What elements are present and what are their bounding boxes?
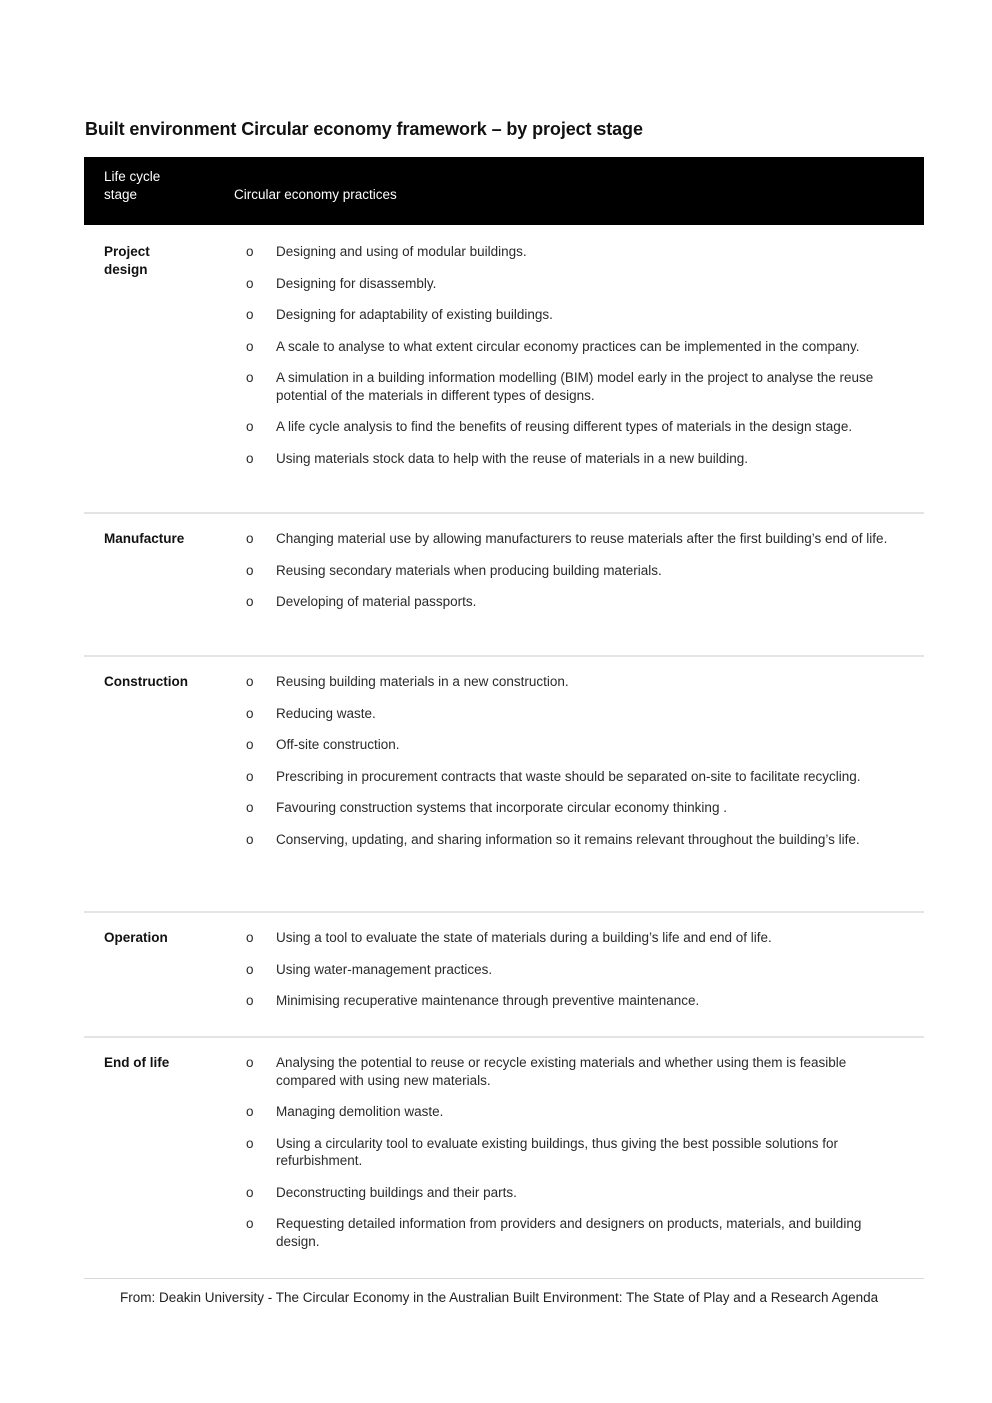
practice-list: [244, 530, 904, 625]
bullet-icon: o: [246, 338, 254, 354]
practice-item: o Developing of material passports.: [246, 594, 477, 609]
practice-item: o Managing demolition waste.: [246, 1104, 444, 1119]
header-practices-column: Circular economy practices: [234, 187, 397, 202]
bullet-icon: o: [246, 594, 254, 609]
bullet-icon: o: [246, 800, 254, 815]
practice-item: o Requesting detailed information from providers and designers on products, materials, and building design.: [246, 1216, 862, 1249]
practice-list: [244, 929, 904, 1024]
practice-item: o Deconstructing buildings and their parts.: [246, 1184, 517, 1200]
stage-label: Project design: [104, 244, 150, 277]
bullet-icon: o: [246, 1104, 254, 1119]
practice-item: o Minimising recuperative maintenance through preventive maintenance.: [246, 993, 700, 1008]
practice-list: [244, 1054, 904, 1264]
source-citation: From: Deakin University - The Circular Economy in the Australian Built Environment: The State of Play and a Research Agenda: [120, 1290, 879, 1305]
practice-item: o Using a circularity tool to evaluate existing buildings, thus giving the best possible solutions for refurbishment.: [246, 1135, 839, 1168]
section-construction: [84, 655, 924, 912]
bullet-icon: o: [246, 705, 254, 721]
practice-list: [244, 243, 904, 481]
practice-item: o Analysing the potential to reuse or recycle existing materials and whether using them is feasible compared with using new materials.: [246, 1055, 847, 1088]
section-manufacture: [84, 512, 924, 656]
bullet-icon: o: [246, 450, 254, 466]
practice-item: o Designing for disassembly.: [246, 275, 437, 291]
practice-item: o Using water-management practices.: [246, 961, 493, 977]
bullet-icon: o: [246, 961, 254, 977]
bullet-icon: o: [246, 419, 254, 434]
bullet-icon: o: [246, 737, 254, 752]
stage-label: Construction: [104, 674, 188, 689]
practice-item: o Designing and using of modular buildings.: [246, 244, 527, 259]
stage-label: Manufacture: [104, 531, 185, 546]
practice-item: o Reusing building materials in a new construction.: [246, 674, 569, 689]
header-stage-column: Life cycle stage: [104, 169, 161, 202]
table-header: [84, 157, 924, 225]
section-project-design: [84, 226, 924, 512]
bullet-icon: o: [246, 244, 254, 259]
bullet-icon: o: [246, 275, 254, 291]
practice-item: o Off-site construction.: [246, 737, 400, 752]
practice-item: o Prescribing in procurement contracts that waste should be separated on-site to facilitate recycling.: [246, 768, 861, 784]
bullet-icon: o: [246, 993, 254, 1008]
practice-item: o Using materials stock data to help with the reuse of materials in a new building.: [246, 450, 748, 466]
practice-item: o Conserving, updating, and sharing information so it remains relevant throughout the building’s life.: [246, 831, 860, 847]
document-title: Built environment Circular economy framework – by project stage: [85, 119, 643, 139]
bullet-icon: o: [246, 930, 254, 945]
bullet-icon: o: [246, 562, 254, 578]
practice-item: o Reducing waste.: [246, 705, 376, 721]
bullet-icon: o: [246, 1216, 254, 1231]
practice-item: o Reusing secondary materials when producing building materials.: [246, 562, 662, 578]
practice-item: o Favouring construction systems that incorporate circular economy thinking .: [246, 800, 727, 815]
practice-item: o Changing material use by allowing manufacturers to reuse materials after the first building’s end of life.: [246, 531, 888, 546]
practice-item: o A scale to analyse to what extent circular economy practices can be implemented in the company.: [246, 338, 860, 354]
bullet-icon: o: [246, 768, 254, 784]
practice-item: o A life cycle analysis to find the benefits of reusing different types of materials in the design stage.: [246, 419, 853, 434]
practice-item: o Designing for adaptability of existing buildings.: [246, 307, 553, 322]
practice-item: o Using a tool to evaluate the state of materials during a building’s life and end of life.: [246, 930, 772, 945]
stage-label: End of life: [104, 1055, 170, 1070]
stage-label: Operation: [104, 930, 168, 945]
bullet-icon: o: [246, 531, 254, 546]
bullet-icon: o: [246, 370, 254, 385]
bullet-icon: o: [246, 1184, 254, 1200]
bullet-icon: o: [246, 1135, 254, 1151]
footer-divider: [84, 1278, 924, 1279]
bullet-icon: o: [246, 1055, 254, 1070]
practice-list: [244, 673, 904, 862]
bullet-icon: o: [246, 831, 254, 847]
practice-item: o A simulation in a building information modelling (BIM) model early in the project to analyse the reuse potential of the materials in different types of designs.: [246, 370, 874, 403]
bullet-icon: o: [246, 307, 254, 322]
bullet-icon: o: [246, 674, 254, 689]
section-end-of-life: [84, 1036, 924, 1278]
section-operation: [84, 911, 924, 1037]
